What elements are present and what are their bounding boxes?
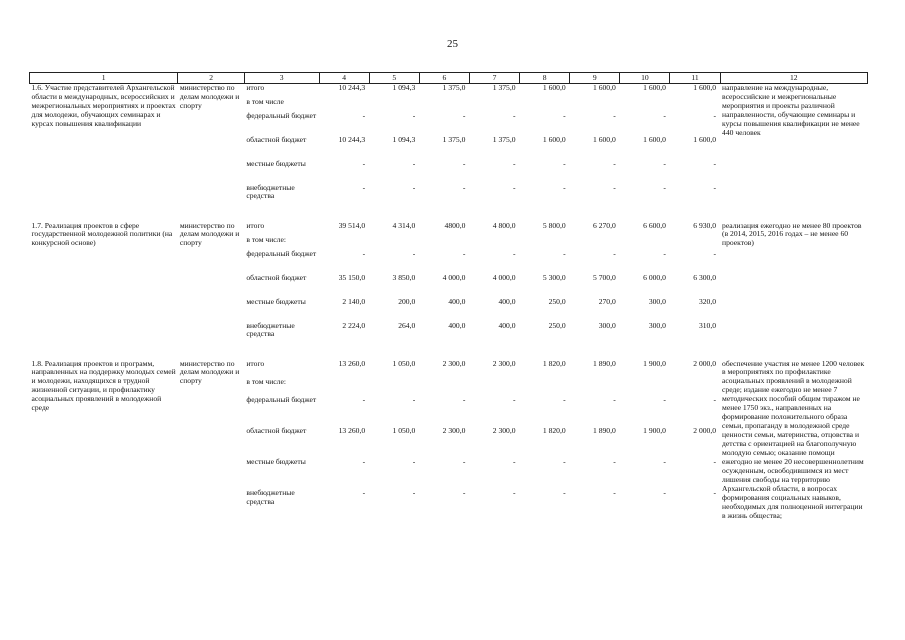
spacer-cell: [30, 208, 868, 222]
amount-cell: -: [362, 488, 366, 498]
amount-cell: 250,0: [548, 296, 566, 306]
amount-cell: 1 820,0: [542, 426, 566, 436]
amount-cell: 2 000,0: [693, 426, 717, 436]
amount-cell: 39 514,0: [338, 220, 366, 230]
amount-cell: [570, 236, 620, 250]
funding-source-cell: местные бюджеты: [246, 158, 306, 168]
amount-cell: -: [663, 394, 666, 404]
column-number: 1: [30, 73, 178, 84]
amount-cell: -: [663, 158, 666, 168]
amount-cell: -: [412, 457, 416, 467]
amount-cell: -: [713, 158, 717, 168]
amount-cell: 1 375,0: [442, 134, 466, 144]
amount-cell: 5 800,0: [542, 220, 566, 230]
amount-cell: -: [362, 457, 366, 467]
amount-cell: 310,0: [698, 320, 717, 330]
amount-cell: 1 890,0: [593, 426, 616, 436]
column-number: 6: [419, 73, 469, 84]
amount-cell: 4 314,0: [392, 220, 416, 230]
amount-cell: 6 600,0: [643, 220, 666, 230]
amount-cell: -: [613, 488, 616, 498]
amount-cell: 1 600,0: [643, 83, 666, 92]
amount-cell: 2 300,0: [442, 426, 466, 436]
amount-cell: 1 890,0: [593, 358, 616, 368]
expected-result-cell: направление на международные, всероссийские и межрегиональные мероприятия и проекты различной направленности, обучающие семинары и курсы повышения квалификации не менее 440 человек: [722, 83, 860, 137]
amount-cell: 400,0: [498, 296, 516, 306]
amount-cell: -: [563, 158, 566, 168]
section-spacer: [30, 208, 868, 222]
amount-cell: 400,0: [448, 296, 466, 306]
amount-cell: 1 375,0: [492, 134, 516, 144]
amount-cell: 2 140,0: [342, 296, 366, 306]
amount-cell: -: [362, 110, 366, 120]
amount-cell: 1 094,3: [392, 83, 416, 92]
amount-cell: -: [563, 182, 566, 192]
amount-cell: 1 375,0: [442, 83, 466, 92]
funding-source-cell: федеральный бюджет: [246, 248, 317, 258]
amount-cell: 300,0: [648, 296, 666, 306]
amount-cell: 320,0: [698, 296, 717, 306]
amount-cell: -: [613, 110, 616, 120]
amount-cell: [570, 98, 620, 112]
amount-cell: 264,0: [398, 320, 416, 330]
amount-cell: 6 300,0: [693, 272, 717, 282]
amount-cell: -: [462, 110, 466, 120]
column-number: 9: [570, 73, 620, 84]
amount-cell: 6 000,0: [643, 272, 666, 282]
amount-cell: 2 224,0: [342, 320, 366, 330]
funding-source-cell: областной бюджет: [246, 426, 307, 436]
funding-source-cell: внебюджетные средства: [246, 320, 295, 339]
amount-cell: -: [563, 394, 566, 404]
amount-cell: 10 244,3: [338, 83, 366, 92]
amount-cell: 270,0: [598, 296, 616, 306]
amount-cell: 1 600,0: [693, 83, 717, 92]
amount-cell: [570, 378, 620, 396]
amount-cell: 1 375,0: [492, 83, 516, 92]
amount-cell: -: [613, 394, 616, 404]
amount-cell: 1 600,0: [643, 134, 666, 144]
funding-source-cell: итого: [246, 83, 265, 92]
amount-cell: -: [362, 248, 366, 258]
amount-cell: -: [412, 488, 416, 498]
amount-cell: -: [713, 110, 717, 120]
column-number: 2: [178, 73, 245, 84]
amount-cell: 1 050,0: [392, 358, 416, 368]
amount-cell: -: [513, 158, 516, 168]
amount-cell: -: [713, 248, 717, 258]
funding-source-cell: итого: [246, 358, 265, 368]
amount-cell: -: [613, 182, 616, 192]
amount-cell: -: [412, 248, 416, 258]
funding-source-cell: федеральный бюджет: [246, 110, 317, 120]
funding-source-cell: местные бюджеты: [246, 296, 306, 306]
amount-cell: 2 300,0: [442, 358, 466, 368]
amount-cell: -: [412, 182, 416, 192]
amount-cell: [419, 378, 469, 396]
amount-cell: -: [663, 182, 666, 192]
funding-source-cell: в том числе:: [246, 376, 286, 386]
amount-cell: 1 600,0: [542, 83, 566, 92]
funding-source-cell: местные бюджеты: [246, 457, 306, 467]
column-number: 11: [670, 73, 720, 84]
amount-cell: -: [513, 488, 516, 498]
amount-cell: 300,0: [598, 320, 616, 330]
amount-cell: [620, 378, 670, 396]
amount-cell: 400,0: [448, 320, 466, 330]
funding-source-cell: итого: [246, 220, 265, 230]
amount-cell: [670, 236, 720, 250]
amount-cell: -: [613, 158, 616, 168]
funding-source-cell: в том числе: [246, 96, 284, 106]
column-number: 10: [620, 73, 670, 84]
amount-cell: -: [563, 248, 566, 258]
amount-cell: 2 300,0: [492, 358, 516, 368]
amount-cell: -: [362, 394, 366, 404]
expected-result-cell: реализация ежегодно не менее 80 проектов (в 2014, 2015, 2016 годах – не менее 60 проектов): [722, 220, 862, 248]
amount-cell: [670, 378, 720, 396]
amount-cell: -: [513, 457, 516, 467]
column-number: 4: [319, 73, 369, 84]
amount-cell: 1 600,0: [693, 134, 717, 144]
amount-cell: -: [713, 488, 717, 498]
funding-source-cell: внебюджетные средства: [246, 488, 295, 507]
amount-cell: 4800,0: [444, 220, 466, 230]
amount-cell: [620, 98, 670, 112]
amount-cell: -: [513, 110, 516, 120]
amount-cell: -: [663, 488, 666, 498]
table-body: [30, 84, 868, 521]
amount-cell: -: [563, 457, 566, 467]
amount-cell: [369, 98, 419, 112]
funding-source-cell: областной бюджет: [246, 134, 307, 144]
amount-cell: -: [362, 158, 366, 168]
amount-cell: 13 260,0: [338, 426, 366, 436]
amount-cell: [520, 378, 570, 396]
activity-name-cell: 1.6. Участие представителей Архангельской области в международных, всероссийских и межрегиональных мероприятиях и проектах для молодежи, обучающих семинарах и курсах повышения квалификации: [31, 83, 176, 128]
amount-cell: -: [462, 158, 466, 168]
amount-cell: 10 244,3: [338, 134, 366, 144]
funding-source-cell: в том числе:: [246, 234, 286, 244]
amount-cell: 1 600,0: [593, 134, 616, 144]
amount-cell: 5 300,0: [542, 272, 566, 282]
amount-cell: 6 270,0: [593, 220, 616, 230]
amount-cell: [319, 378, 369, 396]
table-row: [30, 222, 868, 236]
amount-cell: -: [613, 457, 616, 467]
funding-source-cell: областной бюджет: [246, 272, 307, 282]
executor-cell: министерство по делам молодежи и спорту: [179, 358, 240, 386]
amount-cell: 1 600,0: [542, 134, 566, 144]
amount-cell: -: [462, 457, 466, 467]
amount-cell: [469, 236, 519, 250]
amount-cell: [319, 98, 369, 112]
column-number: 7: [469, 73, 519, 84]
amount-cell: [469, 98, 519, 112]
column-number-row: [30, 73, 868, 84]
amount-cell: 1 094,3: [392, 134, 416, 144]
amount-cell: -: [713, 394, 717, 404]
amount-cell: -: [412, 394, 416, 404]
expected-result-cell: обеспечение участия не менее 1200 человек в мероприятиях по профилактике асоциальных проявлений в молодежной среде; издание ежегодно не менее 7 методических пособий общим тиражом не менее 1750 экз., направленных на формирование положительного образа семьи, пропаганду в молодежной среде ценности семьи, материнства, отцовства и детства с ориентацией на благополучную молодую семью; оказание помощи ежегодно не менее 20 несовершеннолетним осужденным, освободившимся из мест лишения свободы на территорию Архангельской области, в вопросах формирования социальных навыков, необходимых для полноценной интеграции в жизнь общества;: [722, 358, 865, 520]
amount-cell: 1 820,0: [542, 358, 566, 368]
amount-cell: -: [462, 488, 466, 498]
amount-cell: [369, 236, 419, 250]
table-row: [30, 84, 868, 98]
amount-cell: 5 700,0: [593, 272, 616, 282]
executor-cell: министерство по делам молодежи и спорту: [179, 220, 240, 248]
amount-cell: [520, 236, 570, 250]
amount-cell: 400,0: [498, 320, 516, 330]
section-spacer: [30, 346, 868, 360]
amount-cell: 4 800,0: [492, 220, 516, 230]
amount-cell: [419, 236, 469, 250]
funding-source-cell: внебюджетные средства: [246, 182, 295, 201]
amount-cell: -: [362, 182, 366, 192]
amount-cell: -: [663, 110, 666, 120]
amount-cell: -: [513, 182, 516, 192]
amount-cell: -: [713, 457, 717, 467]
amount-cell: 300,0: [648, 320, 666, 330]
amount-cell: -: [563, 110, 566, 120]
amount-cell: -: [462, 248, 466, 258]
amount-cell: 4 000,0: [492, 272, 516, 282]
amount-cell: -: [663, 457, 666, 467]
amount-cell: 1 600,0: [593, 83, 616, 92]
amount-cell: -: [513, 394, 516, 404]
amount-cell: 2 300,0: [492, 426, 516, 436]
executor-cell: министерство по делам молодежи и спорту: [179, 83, 240, 110]
amount-cell: 250,0: [548, 320, 566, 330]
activity-name-cell: 1.7. Реализация проектов в сфере государственной молодежной политики (на конкурсной основе): [31, 220, 173, 248]
table-row: [30, 360, 868, 378]
amount-cell: -: [563, 488, 566, 498]
amount-cell: -: [513, 248, 516, 258]
amount-cell: -: [412, 110, 416, 120]
amount-cell: 200,0: [398, 296, 416, 306]
amount-cell: -: [613, 248, 616, 258]
column-number: 8: [520, 73, 570, 84]
column-number: 3: [244, 73, 319, 84]
funding-source-cell: федеральный бюджет: [246, 394, 317, 404]
amount-cell: [520, 98, 570, 112]
program-table: [29, 72, 868, 521]
amount-cell: 3 850,0: [392, 272, 416, 282]
amount-cell: [369, 378, 419, 396]
amount-cell: 4 000,0: [442, 272, 466, 282]
amount-cell: [620, 236, 670, 250]
amount-cell: 35 150,0: [338, 272, 366, 282]
activity-name-cell: 1.8. Реализация проектов и программ, направленных на поддержку молодых семей и молодежи, находящихся в трудной жизненной ситуации, и профилактику асоциальных проявлений в молодежной среде: [31, 358, 176, 413]
amount-cell: -: [462, 182, 466, 192]
amount-cell: 6 930,0: [693, 220, 717, 230]
amount-cell: 1 900,0: [643, 426, 666, 436]
amount-cell: 13 260,0: [338, 358, 366, 368]
column-number: 5: [369, 73, 419, 84]
amount-cell: [469, 378, 519, 396]
amount-cell: 1 900,0: [643, 358, 666, 368]
amount-cell: -: [663, 248, 666, 258]
spacer-cell: [30, 346, 868, 360]
page-number: 25: [447, 38, 458, 50]
amount-cell: -: [462, 394, 466, 404]
column-number: 12: [720, 73, 867, 84]
amount-cell: 1 050,0: [392, 426, 416, 436]
amount-cell: [670, 98, 720, 112]
amount-cell: 2 000,0: [693, 358, 717, 368]
amount-cell: [319, 236, 369, 250]
amount-cell: [419, 98, 469, 112]
amount-cell: -: [412, 158, 416, 168]
amount-cell: -: [713, 182, 717, 192]
